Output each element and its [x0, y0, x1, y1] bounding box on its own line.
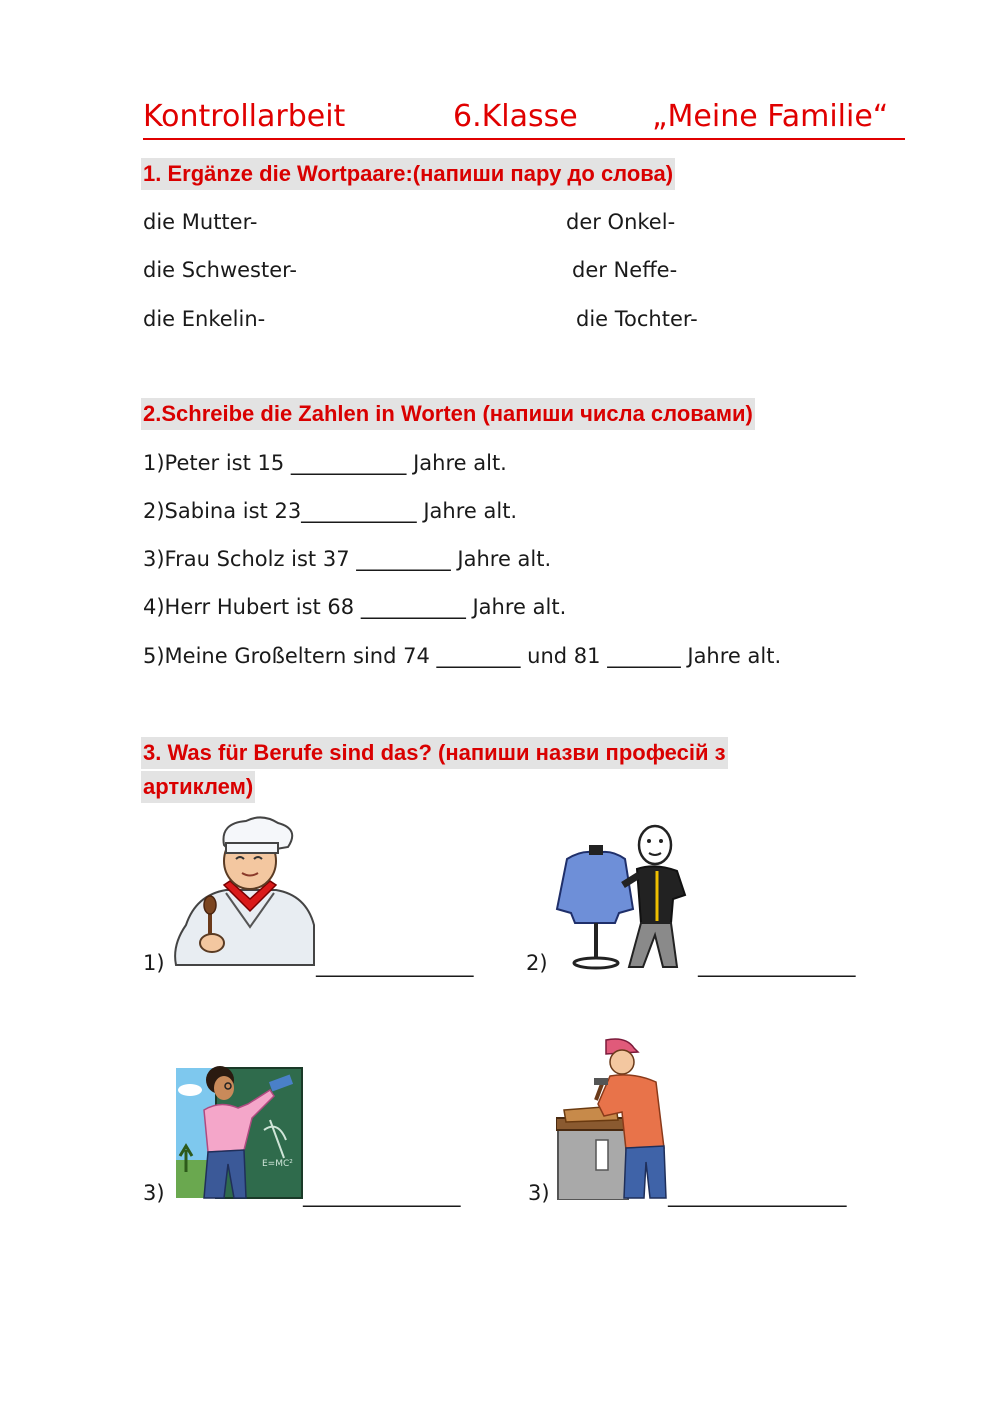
svg-text:E=MC²: E=MC² — [262, 1159, 293, 1169]
item-number-1: 1) — [143, 951, 165, 975]
pair-left-3: die Enkelin- — [143, 307, 266, 331]
task3-heading-line1: 3. Was für Berufe sind das? (напиши назви професій з — [141, 737, 728, 769]
item-number-3: 3) — [143, 1181, 165, 1205]
item-blank-1[interactable]: _______________ — [316, 953, 474, 977]
number-line-3: 3)Frau Scholz ist 37 _________ Jahre alt. — [143, 547, 552, 571]
item-number-2: 2) — [526, 951, 548, 975]
task1-heading: 1. Ergänze die Wortpaare:(напиши пару до слова) — [141, 158, 675, 190]
carpenter-image — [556, 1038, 668, 1200]
tailor-image — [553, 823, 699, 971]
pair-right-1: der Onkel- — [566, 210, 676, 234]
title-class: 6.Klasse — [453, 99, 578, 134]
number-line-2: 2)Sabina ist 23___________ Jahre alt. — [143, 499, 518, 523]
pair-left-2: die Schwester- — [143, 258, 298, 282]
item-blank-3[interactable]: _______________ — [303, 1183, 461, 1207]
task3-heading-line2: артиклем) — [141, 771, 255, 803]
task2-heading: 2.Schreibe die Zahlen in Worten (напиши числа словами) — [141, 398, 755, 430]
item-blank-4[interactable]: _________________ — [668, 1183, 847, 1207]
number-line-4: 4)Herr Hubert ist 68 __________ Jahre alt. — [143, 595, 567, 619]
teacher-image — [174, 1060, 304, 1200]
pair-right-3: die Tochter- — [576, 307, 698, 331]
item-blank-2[interactable]: _______________ — [698, 953, 856, 977]
item-number-4: 3) — [528, 1181, 550, 1205]
title-kontrollarbeit: Kontrollarbeit — [143, 99, 346, 134]
chef-image — [166, 815, 318, 971]
number-line-1: 1)Peter ist 15 ___________ Jahre alt. — [143, 451, 507, 475]
title-topic: „Meine Familie“ — [652, 99, 889, 134]
pair-left-1: die Mutter- — [143, 210, 258, 234]
pair-right-2: der Neffe- — [572, 258, 678, 282]
number-line-5: 5)Meine Großeltern sind 74 ________ und 81 _______ Jahre alt. — [143, 644, 782, 668]
page-title — [143, 96, 905, 140]
